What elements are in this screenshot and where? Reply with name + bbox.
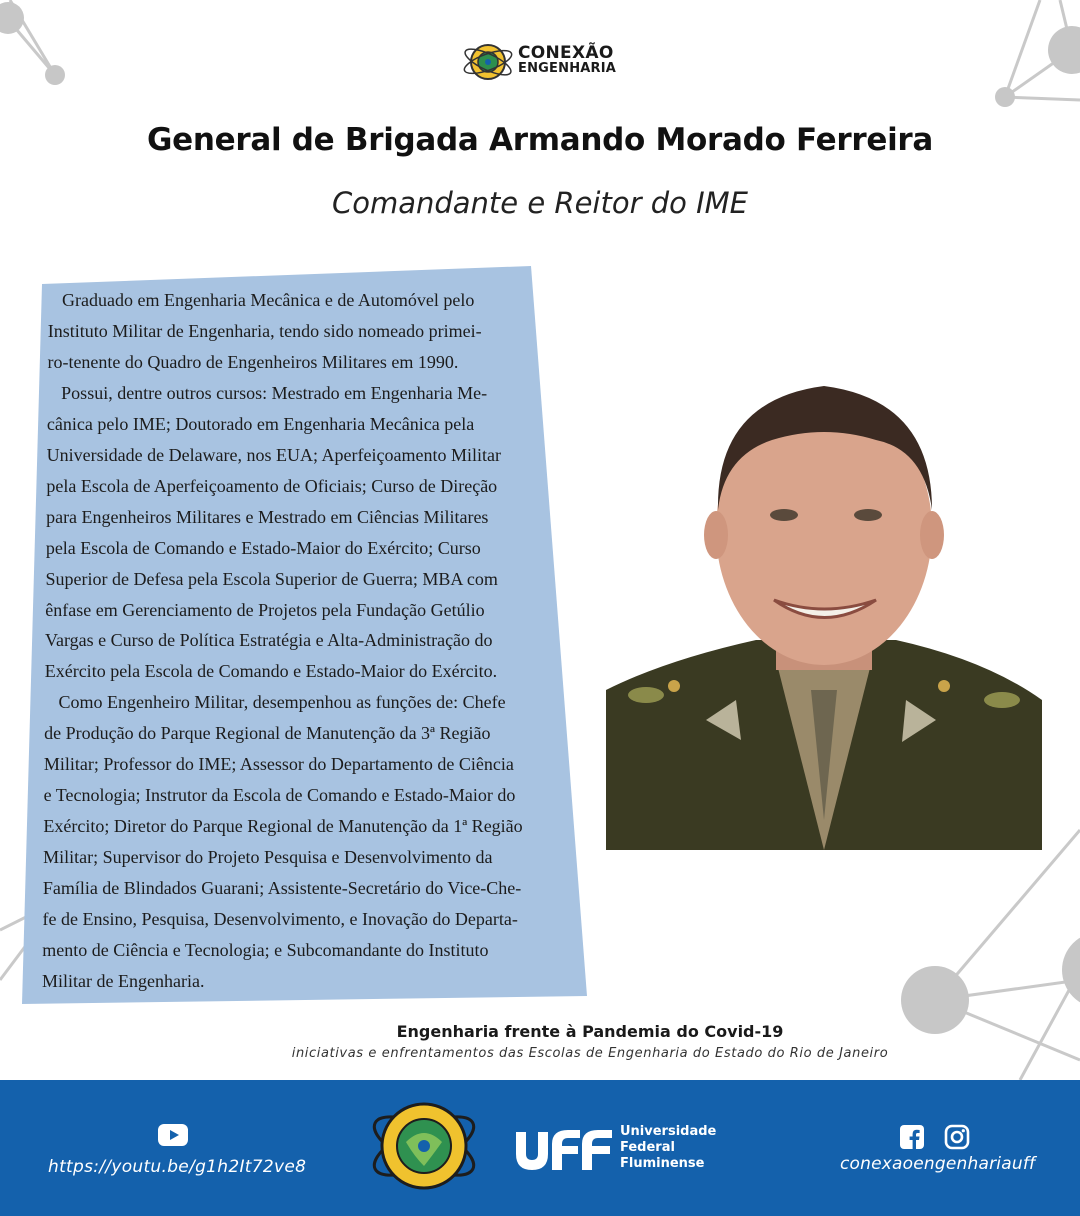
facebook-icon[interactable] xyxy=(900,1125,924,1154)
uff-name xyxy=(620,1124,716,1172)
portrait-photo xyxy=(606,360,1042,850)
bio-line: pela Escola de Aperfeiçoamento de Oficiais; Curso de Direção xyxy=(46,475,498,496)
bio-line: ênfase em Gerenciamento de Projetos pela Fundação Getúlio xyxy=(45,599,485,620)
campaign-title: Engenharia frente à Pandemia do Covid-19 xyxy=(396,1022,784,1041)
youtube-block[interactable] xyxy=(48,1124,307,1177)
brand-title: CONEXÃO xyxy=(518,43,614,63)
bio-line: Como Engenheiro Militar, desempenhou as funções de: Chefe xyxy=(58,692,506,713)
bio-line: Graduado em Engenharia Mecânica e de Automóvel pelo xyxy=(62,290,475,310)
uff-name-line3: Fluminense xyxy=(620,1156,705,1171)
campaign-caption xyxy=(0,1022,1080,1061)
bio-line: de Produção do Parque Regional de Manutenção da 3ª Região xyxy=(44,723,491,744)
bio-line: mento de Ciência e Tecnologia; e Subcomandante do Instituto xyxy=(42,939,489,960)
social-handle[interactable]: conexaoengenhariauff xyxy=(840,1154,1036,1174)
instagram-icon[interactable] xyxy=(944,1124,970,1155)
uff-name-line2: Federal xyxy=(620,1140,675,1155)
brand-subtitle: ENGENHARIA xyxy=(518,61,617,76)
bio-line: pela Escola de Comando e Estado-Maior do Exército; Curso xyxy=(45,537,481,558)
bio-line: Universidade de Delaware, nos EUA; Aperfeiçoamento Militar xyxy=(46,444,501,465)
uff-name-line1: Universidade xyxy=(620,1124,717,1139)
uff-logo xyxy=(516,1124,612,1176)
bio-line: fe de Ensino, Pesquisa, Desenvolvimento, e Inovação do Departa- xyxy=(42,909,518,929)
bio-line: cânica pelo IME; Doutorado em Engenharia Mecânica pela xyxy=(46,413,475,434)
footer-bar xyxy=(0,1080,1080,1216)
social-block[interactable] xyxy=(840,1124,1036,1174)
bio-line: Exército pela Escola de Comando e Estado-Maior do Exército. xyxy=(44,661,498,682)
bio-line: Instituto Militar de Engenharia, tendo sido nomeado primei- xyxy=(47,320,482,341)
campaign-subtitle: iniciativas e enfrentamentos das Escolas de Engenharia do Estado do Rio de Janeiro xyxy=(291,1046,889,1061)
bio-line: Militar; Professor do IME; Assessor do Departamento de Ciência xyxy=(43,754,514,775)
bio-line: Superior de Defesa pela Escola Superior de Guerra; MBA com xyxy=(45,568,498,589)
bio-line: Família de Blindados Guarani; Assistente-Secretário do Vice-Che- xyxy=(42,878,522,899)
bio-line: para Engenheiros Militares e Mestrado em Ciências Militares xyxy=(46,506,489,527)
bio-line: e Tecnologia; Instrutor da Escola de Comando e Estado-Maior do xyxy=(43,785,516,806)
bio-line: Exército; Diretor do Parque Regional de Manutenção da 1ª Região xyxy=(43,816,523,837)
bio-line: Militar; Supervisor do Projeto Pesquisa e Desenvolvimento da xyxy=(43,847,493,868)
person-role: Comandante e Reitor do IME xyxy=(331,186,748,220)
bio-line: Possui, dentre outros cursos: Mestrado em Engenharia Me- xyxy=(61,382,488,403)
youtube-icon[interactable] xyxy=(158,1124,188,1146)
bio-line: ro-tenente do Quadro de Engenheiros Militares em 1990. xyxy=(47,351,459,372)
bio-line: Militar de Engenharia. xyxy=(42,970,205,991)
person-name: General de Brigada Armando Morado Ferreira xyxy=(146,122,933,158)
youtube-link[interactable]: https://youtu.be/g1h2It72ve8 xyxy=(48,1157,307,1177)
bio-line: Vargas e Curso de Política Estratégia e Alta-Administração do xyxy=(45,630,493,651)
engineering-school-seal xyxy=(368,1094,480,1198)
